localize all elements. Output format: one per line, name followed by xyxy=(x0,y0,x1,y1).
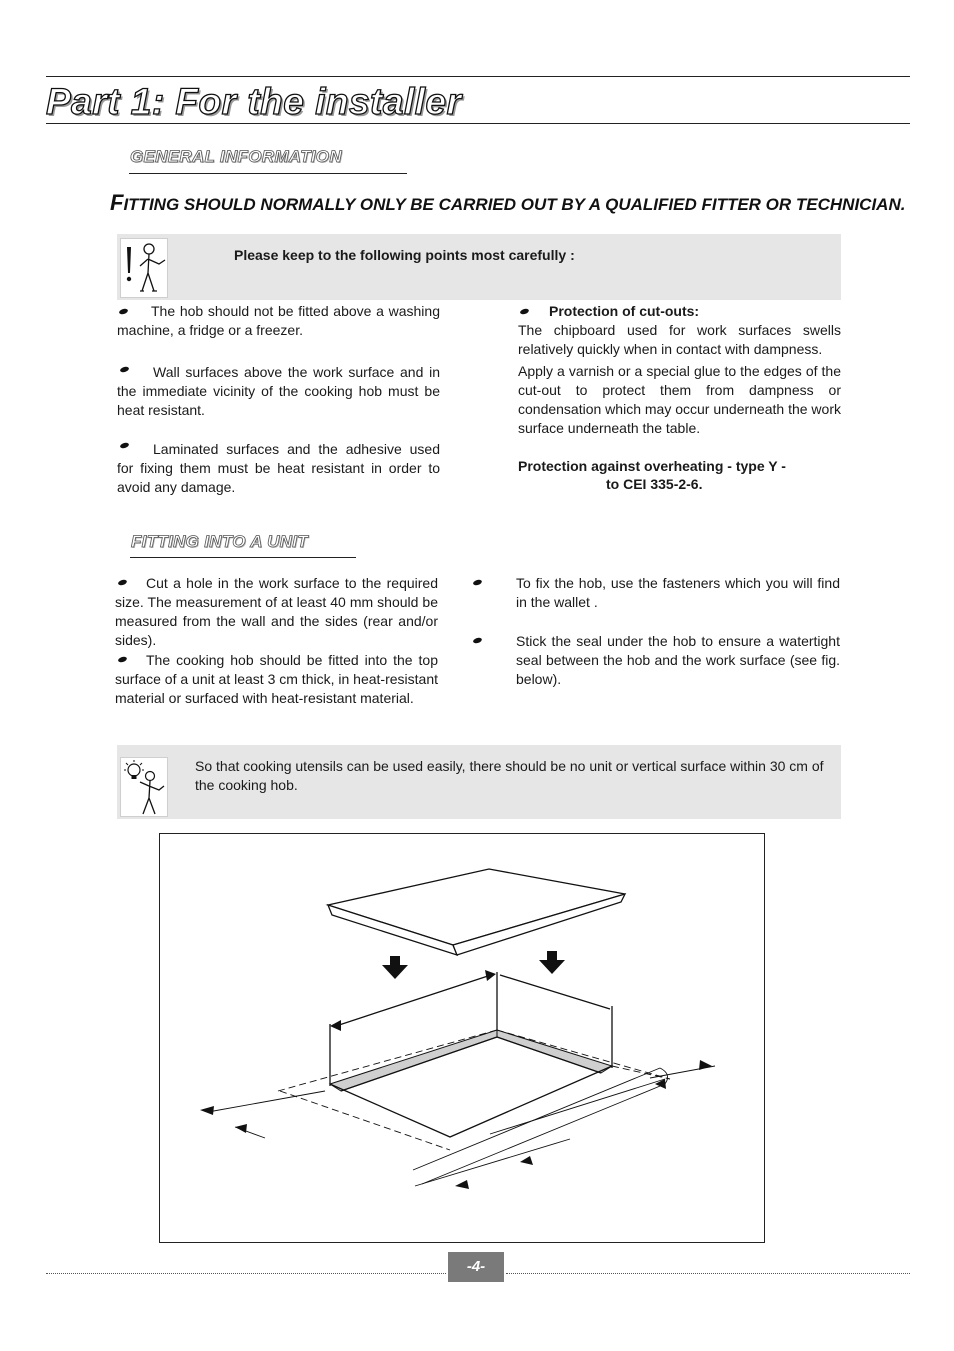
warning-note-text: Please keep to the following points most carefully : xyxy=(234,247,575,263)
cutouts-text-2: Apply a varnish or a special glue to the edges of the cut-out to protect them from dampness or condensation which may occur underneath the work surface underneath the table. xyxy=(518,363,841,436)
cutouts-text-1: The chipboard used for work surfaces swells relatively quickly when in contact with dampness. xyxy=(518,322,841,357)
page-number: -4- xyxy=(448,1252,504,1282)
fitting-warning-text: ITTING SHOULD NORMALLY ONLY BE CARRIED OUT BY A QUALIFIED FITTER OR TECHNICIAN. xyxy=(123,195,906,214)
general-point-3: Laminated surfaces and the adhesive used for fixing them must be heat resistant in order to avoid any damage. xyxy=(117,441,440,495)
installation-figure xyxy=(159,833,765,1243)
fitting-warning xyxy=(110,190,905,216)
warning-note-box xyxy=(117,234,841,300)
overheat-standard: to CEI 335-2-6. xyxy=(606,476,703,492)
page-title: Part 1: For the installer xyxy=(46,81,462,122)
tip-text: So that cooking utensils can be used easily, there should be no unit or vertical surface within 30 cm of the cooking hob. xyxy=(195,758,824,793)
section-heading-fitting: FITTING INTO A UNIT xyxy=(131,532,308,551)
lightbulb-person-icon xyxy=(120,757,168,817)
fitting-warning-initial: F xyxy=(110,190,124,215)
section-underline-general xyxy=(129,173,407,174)
fitting-point-3: To fix the hob, use the fasteners which you will find in the wallet . xyxy=(516,575,840,610)
fitting-point-4: Stick the seal under the hob to ensure a watertight seal between the hob and the work surface (see fig. below). xyxy=(516,633,840,687)
bullet-icon xyxy=(472,579,482,587)
general-point-2: Wall surfaces above the work surface and in the immediate vicinity of the cooking hob must be heat resistant. xyxy=(117,364,440,418)
exclamation-person-icon xyxy=(120,238,168,298)
section-underline-fitting xyxy=(130,557,356,558)
hob-installation-diagram xyxy=(160,834,764,1242)
section-heading-general: GENERAL INFORMATION xyxy=(130,147,342,166)
fitting-point-1: Cut a hole in the work surface to the required size. The measurement of at least 40 mm should be measured from the wall and the sides (rear and/or sides). xyxy=(115,575,438,648)
bullet-icon xyxy=(519,308,529,316)
header-bottom-rule xyxy=(46,123,910,124)
general-point-1: The hob should not be fitted above a washing machine, a fridge or a freezer. xyxy=(117,303,440,338)
bullet-icon xyxy=(472,637,482,645)
overheat-title: Protection against overheating - type Y - xyxy=(518,458,786,474)
tip-note-box xyxy=(117,745,841,819)
header-top-rule xyxy=(46,76,910,77)
cutouts-title: Protection of cut-outs: xyxy=(549,303,700,319)
footer-rule-right xyxy=(506,1273,910,1274)
footer-rule-left xyxy=(46,1273,446,1274)
fitting-point-2: The cooking hob should be fitted into the top surface of a unit at least 3 cm thick, in heat-resistant material or surfaced with heat-resistant material. xyxy=(115,652,438,706)
